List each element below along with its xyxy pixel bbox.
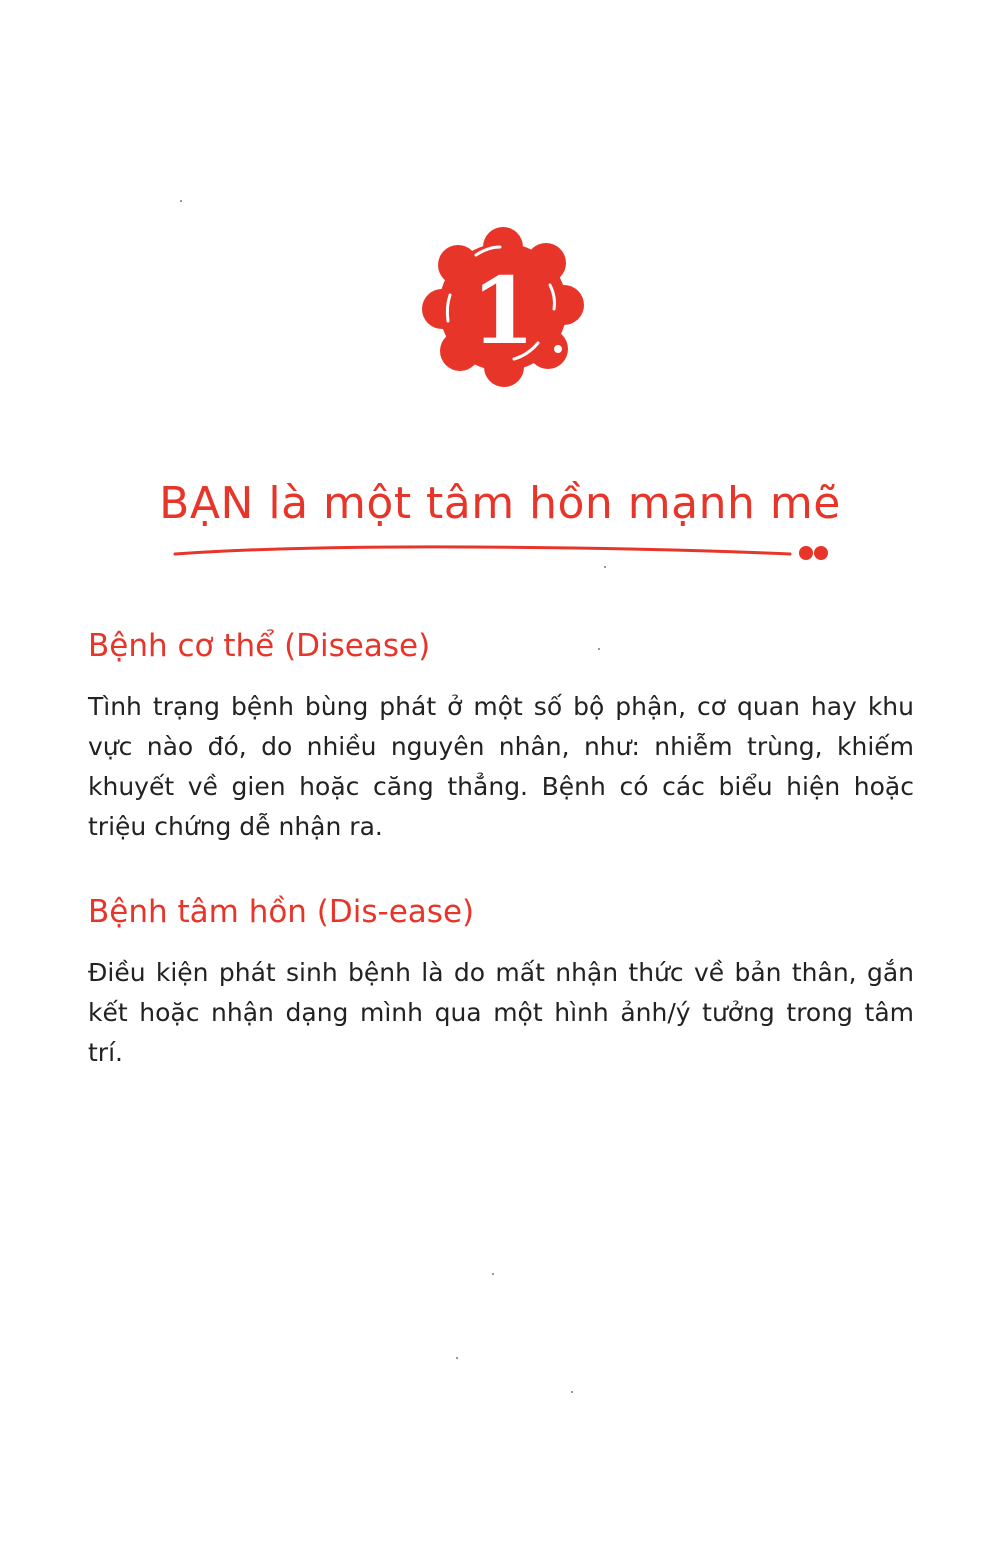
underline-dot xyxy=(814,546,828,560)
chapter-title: BẠN là một tâm hồn mạnh mẽ xyxy=(159,478,841,529)
badge-number: 1 xyxy=(470,257,536,365)
chapter-number-badge xyxy=(418,225,588,390)
scan-speck xyxy=(492,1273,494,1275)
scan-speck xyxy=(598,648,600,650)
section-heading: Bệnh tâm hồn (Dis-ease) xyxy=(88,894,475,930)
scan-speck xyxy=(180,200,182,202)
scan-speck xyxy=(571,1391,573,1393)
badge-flower-shape xyxy=(418,225,588,390)
section-body: Tình trạng bệnh bùng phát ở một số bộ phận, cơ quan hay khu vực nào đó, do nhiều nguyên nhân, như: nhiễm trùng, khiếm khuyết về gien hoặc căng thẳng. Bệnh có các biểu hiện hoặc triệu chứng dễ nhận ra. xyxy=(88,692,914,842)
section-disease xyxy=(88,628,914,847)
section-body: Điều kiện phát sinh bệnh là do mất nhận thức về bản thân, gắn kết hoặc nhận dạng mình qua một hình ảnh/ý tưởng trong tâm trí. xyxy=(88,958,914,1068)
scan-speck xyxy=(456,1357,458,1359)
section-dis-ease xyxy=(88,894,914,1073)
scan-speck xyxy=(604,566,606,568)
title-underline xyxy=(170,536,840,568)
underline-dot xyxy=(799,546,813,560)
section-heading: Bệnh cơ thể (Disease) xyxy=(88,628,431,664)
